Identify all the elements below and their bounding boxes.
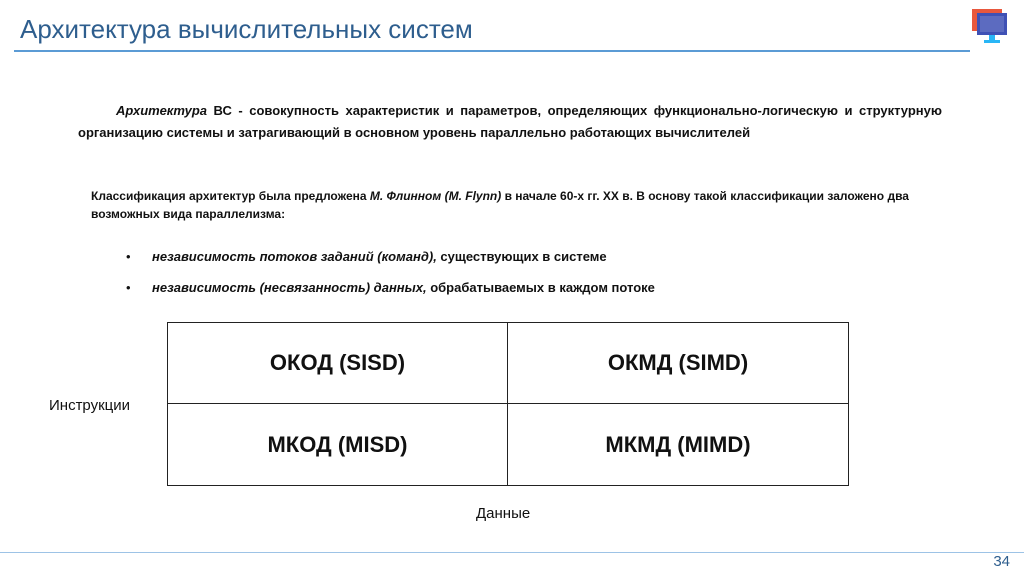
bullet-italic: независимость потоков заданий (команд), (152, 249, 437, 264)
classification-part1: Классификация архитектур была предложена (91, 189, 370, 203)
footer-divider (0, 552, 1024, 553)
title-divider (14, 50, 970, 52)
bullet-italic: независимость (несвязанность) данных, (152, 280, 427, 295)
data-axis-label: Данные (476, 505, 531, 522)
bullet-text: обрабатываемых в каждом потоке (426, 280, 655, 295)
instructions-axis-label: Инструкции (49, 397, 131, 414)
table-cell-sisd: ОКОД (SISD) (168, 323, 508, 404)
monitor-icon (970, 6, 1010, 46)
definition-text: ВС - совокупность характеристик и параметров, определяющих функционально-логическую и структурную организацию системы и затрагивающий в основном уровень параллельно работающих вычислителей (78, 103, 942, 140)
classification-author: М. Флинном (M. Flynn) (369, 189, 502, 203)
classification-paragraph (91, 187, 957, 223)
parallelism-list (126, 248, 655, 310)
bullet-marker: • (126, 280, 131, 295)
slide-title: Архитектура вычислительных систем (20, 14, 473, 44)
table-cell-mimd: МКМД (MIMD) (605, 431, 751, 457)
table-cell-simd: ОКМД (SIMD) (508, 323, 848, 404)
bullet-text: существующих в системе (436, 249, 607, 264)
flynn-taxonomy-table (167, 322, 849, 486)
list-item (126, 248, 655, 266)
table-cell-misd: МКОД (MISD) (168, 404, 508, 485)
list-item (126, 279, 655, 297)
bullet-marker: • (126, 249, 131, 264)
classification-part2: в начале 60-х гг. XX в. В основу такой классификации заложено два возможных вида параллелизма: (91, 189, 909, 221)
definition-term: Архитектура (116, 103, 208, 118)
architecture-definition (78, 100, 942, 144)
page-number: 34 (993, 553, 1010, 570)
